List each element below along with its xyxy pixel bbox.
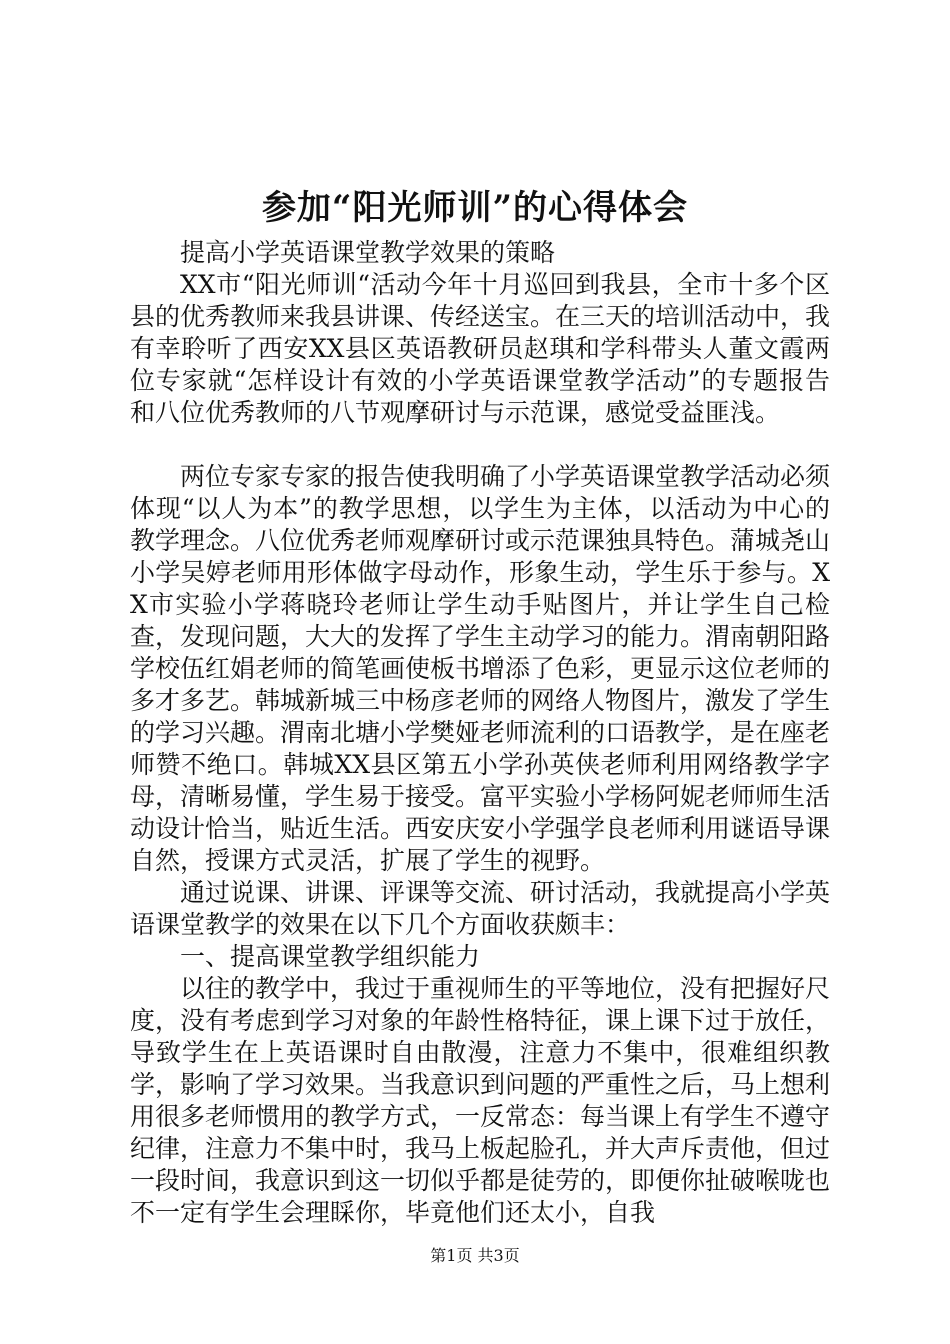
section-heading: 一、提高课堂教学组织能力 (180, 942, 481, 971)
section-paragraph: 以往的教学中，我过于重视师生的平等地位，没有把握好尺度，没有考虑到学习对象的年龄性格特征，课上课下过于放任，导致学生在上英语课时自由散漫，注意力不集中，很难组织教学，影响了学习效果。当我意识到问题的严重性之后，马上想利用很多老师惯用的教学方式，一反常态：每当课上有学生不遵守纪律，注意力不集中时，我马上板起脸孔，并大声斥责他，但过一段时间，我意识到这一切似乎都是徒劳的，即便你扯破喉咙也不一定有学生会理睬你，毕竟他们还太小，自我 (130, 974, 831, 1227)
intro-paragraph: XX市“阳光师训“活动今年十月巡回到我县，全市十多个区县的优秀教师来我县讲课、传经送宝。在三天的培训活动中，我有幸聆听了西安XX县区英语教研员赵琪和学科带头人董文霞两位专家就“怎样设计有效的小学英语课堂教学活动”的专题报告和八位优秀教师的八节观摩研讨与示范课，感觉受益匪浅。 (130, 270, 831, 427)
experts-paragraph: 两位专家专家的报告使我明确了小学英语课堂教学活动必须体现“以人为本”的教学思想，以学生为主体，以活动为中心的教学理念。八位优秀老师观摩研讨或示范课独具特色。蒲城尧山小学吴婷老师用形体做字母动作，形象生动，学生乐于参与。XX市实验小学蒋晓玲老师让学生动手贴图片，并让学生自己检查，发现问题，大大的发挥了学生主动学习的能力。渭南朝阳路学校伍红娟老师的简笔画使板书增添了色彩，更显示这位老师的多才多艺。韩城新城三中杨彦老师的网络人物图片，激发了学生的学习兴趣。渭南北塘小学樊娅老师流利的口语教学，是在座老师赞不绝口。韩城XX县区第五小学孙英侠老师利用网络教学字母，清晰易懂，学生易于接受。富平实验小学杨阿妮老师师生活动设计恰当，贴近生活。西安庆安小学强学良老师利用谜语导课自然，授课方式灵活，扩展了学生的视野。 (130, 462, 831, 875)
document-body (130, 237, 830, 1229)
summary-paragraph: 通过说课、讲课、评课等交流、研讨活动，我就提高小学英语课堂教学的效果在以下几个方面收获颇丰： (130, 878, 831, 939)
subtitle-paragraph: 提高小学英语课堂教学效果的策略 (180, 238, 556, 267)
blank-line (130, 429, 830, 461)
page-footer: 第1页 共3页 (430, 1246, 520, 1265)
document-title: 参加“阳光师训”的心得体会 (261, 188, 689, 228)
